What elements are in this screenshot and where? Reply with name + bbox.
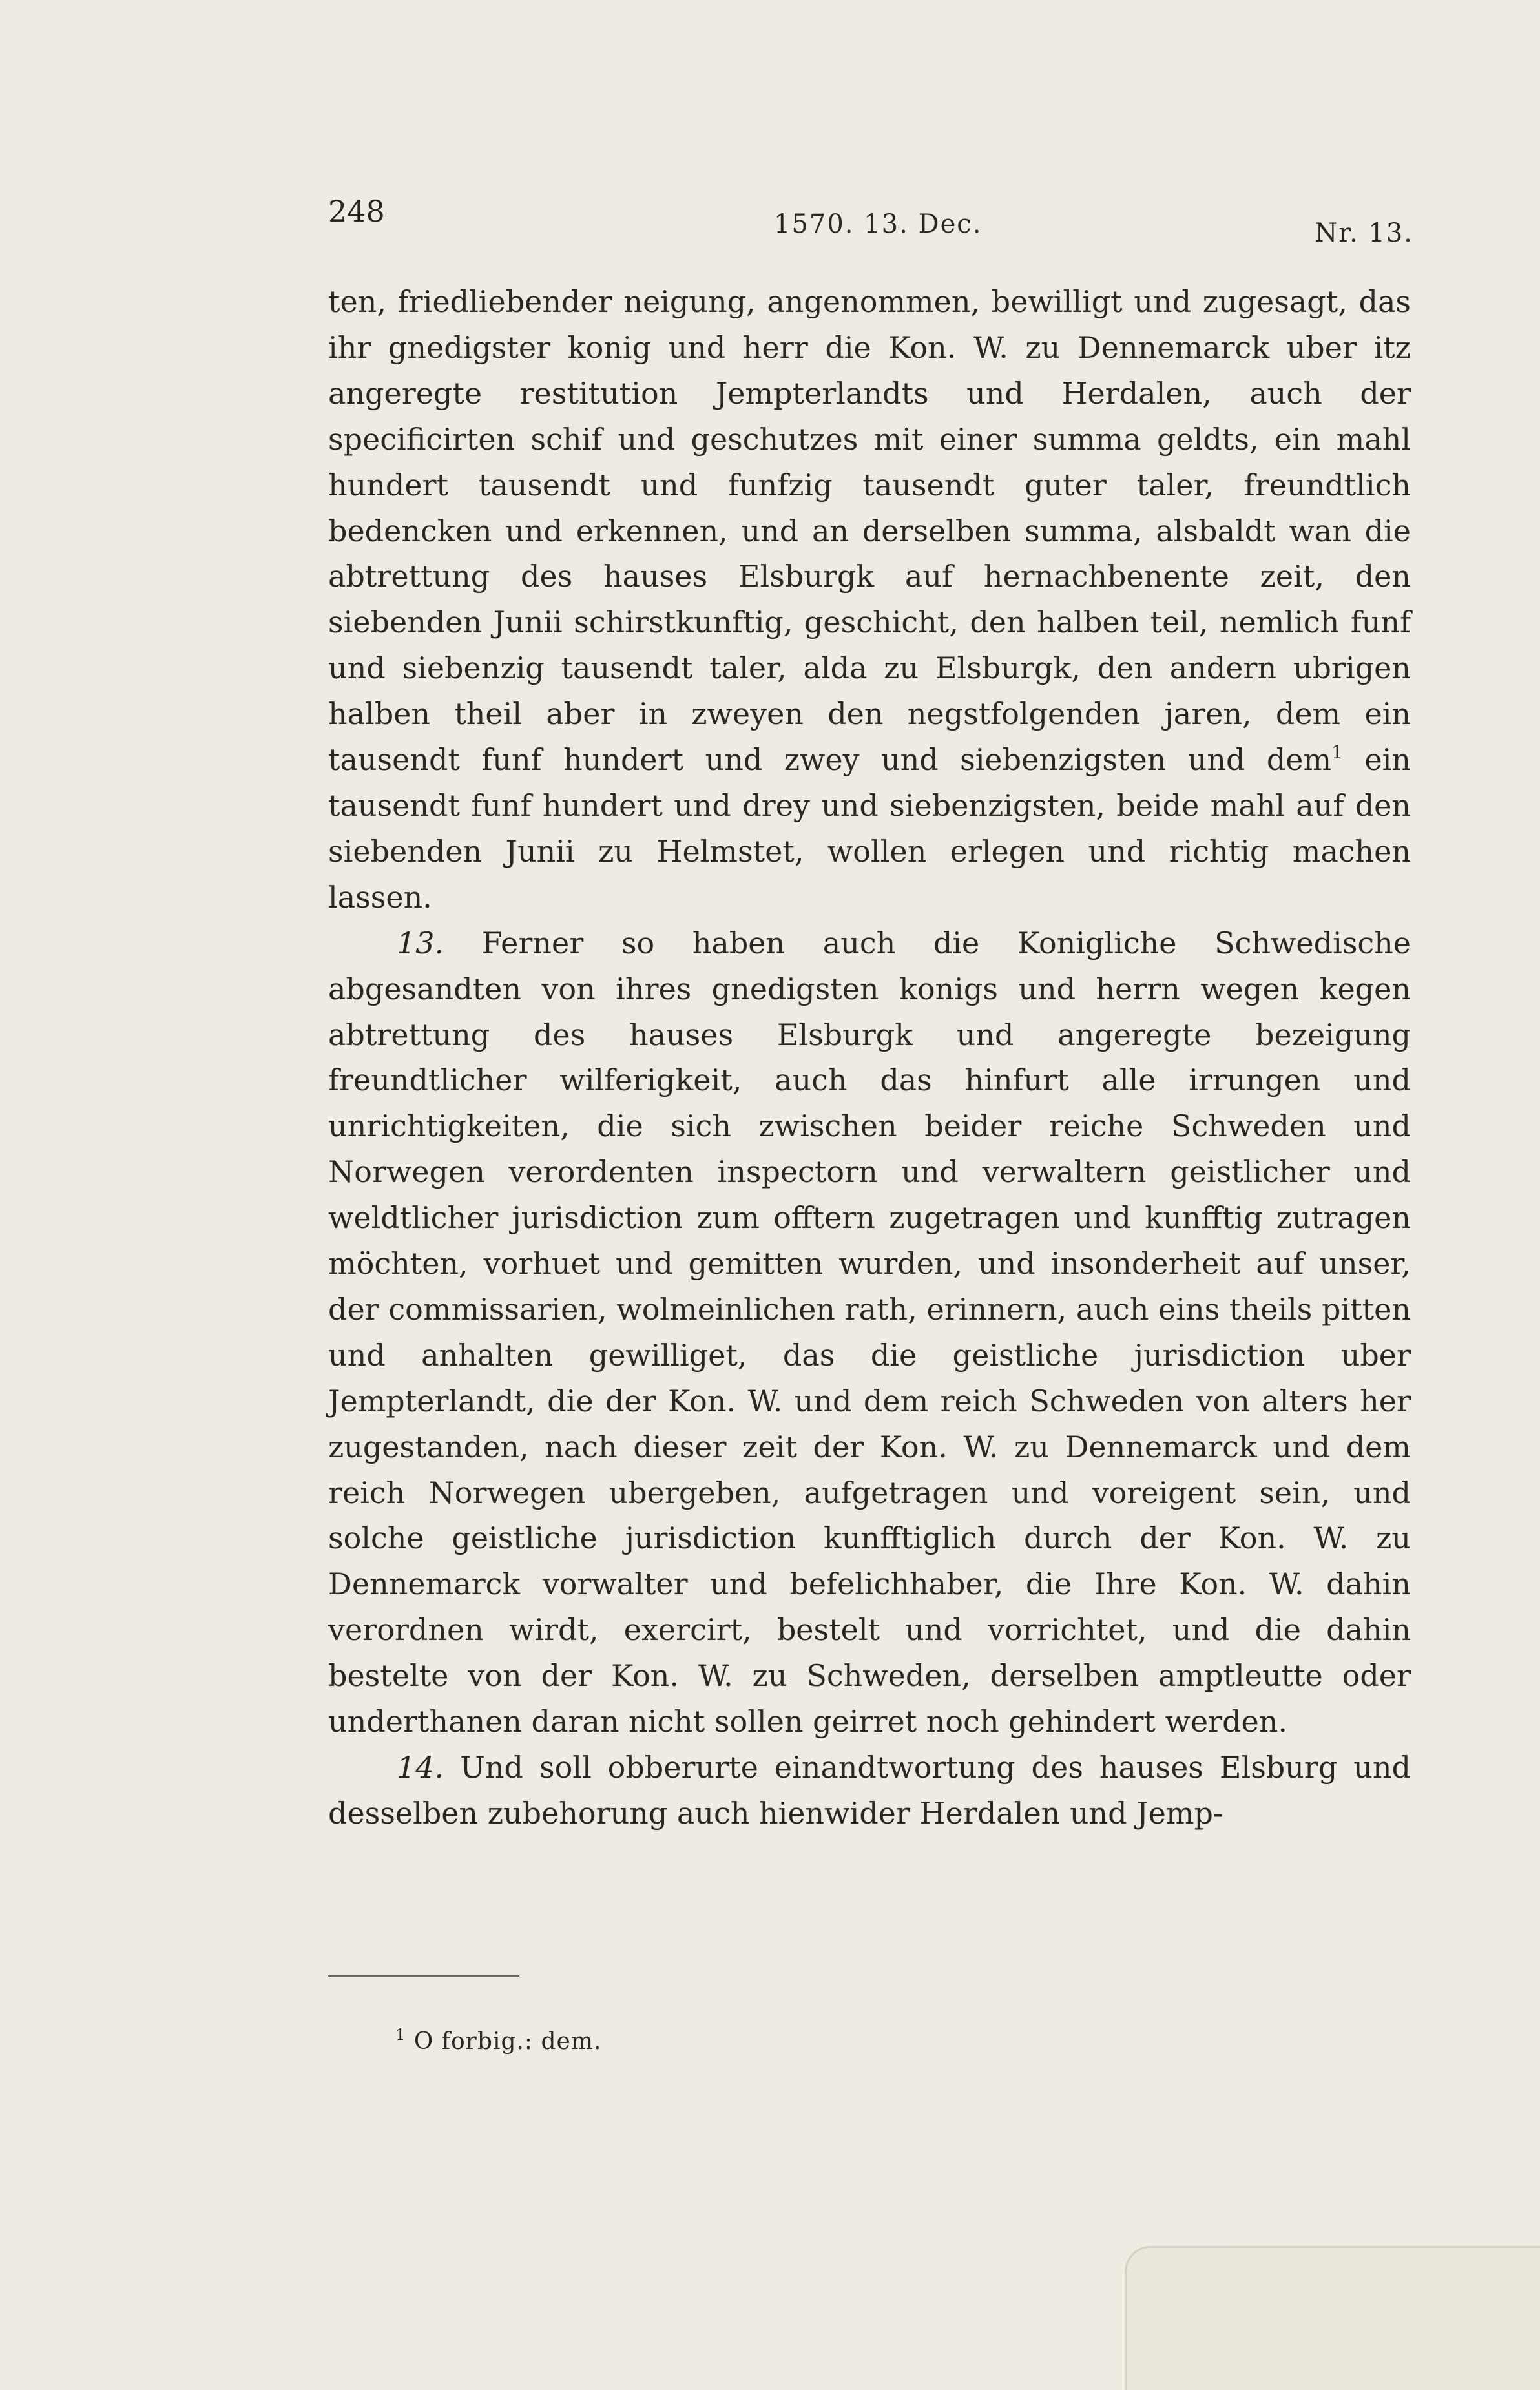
paragraph-1-text: ten, friedliebender neigung, angenommen, bewilligt und zugesagt, das ihr gnedigster konig und herr die Kon. W. zu Dennemarck uber itz angeregte restitution Jempterlandts und Herdalen, auch der specificirten schif und geschutzes mit einer summa geldts, ein mahl hundert tausendt und funfzig tausendt guter taler, freundtlich bedencken und erkennen, und an derselben summa, alsbaldt wan die abtrettung des hauses Elsburgk auf hernachbenente zeit, den siebenden Junii schirstkunftig, geschicht, den halben teil, nemlich funf und siebenzig tausendt taler, alda zu Elsburgk, den andern ubrigen halben theil aber in zweyen den negstfolgenden jaren, dem ein tausendt funf hundert und zwey und siebenzigsten und dem — [328, 284, 1411, 778]
footnote-reference: 1 — [1331, 742, 1343, 764]
section-number-14: 14. — [397, 1750, 444, 1785]
footnote-marker: 1 — [395, 2026, 406, 2044]
paragraph-1-continuation: ein tausendt funf hundert und drey und siebenzigsten, beide mahl auf den siebenden Junii zu Helmstet, wollen erlegen und richtig machen lassen. — [328, 742, 1411, 915]
paragraph-13 — [328, 920, 1411, 1745]
document-number: Nr. 13. — [1315, 218, 1413, 248]
paragraph-1 — [328, 279, 1411, 920]
paragraph-13-text: Ferner so haben auch die Konigliche Schwedische abgesandten von ihres gnedigsten konigs und herrn wegen kegen abtrettung des hauses Elsburgk und angeregte bezeigung freundtlicher wilferigkeit, auch das hinfurt alle irrungen und unrichtigkeiten, die sich zwischen beider reiche Schweden und Norwegen verordenten inspectorn und verwaltern geistlicher und weldtlicher jurisdiction zum offtern zugetragen und kunfftig zutragen möchten, vorhuet und gemitten wurden, und insonderheit auf unser, der commissarien, wolmeinlichen rath, erinnern, auch eins theils pitten und anhalten gewilliget, das die geistliche jurisdiction uber Jempterlandt, die der Kon. W. und dem reich Schweden von alters her zugestanden, nach dieser zeit der Kon. W. zu Dennemarck und dem reich Norwegen ubergeben, aufgetragen und voreigent sein, und solche geistliche jurisdiction kunfftiglich durch der Kon. W. zu Dennemarck vorwalter und befelichhaber, die Ihre Kon. W. dahin verordnen wirdt, exercirt, bestelt und vorrichtet, und die dahin bestelte von der Kon. W. zu Schweden, derselben amptleutte oder underthanen daran nicht sollen geirret noch gehindert werden. — [328, 925, 1411, 1740]
footnote-text: O forbig.: dem. — [406, 2028, 602, 2055]
paragraph-14-text: Und soll obberurte einandtwortung des hauses Elsburg und desselben zubehorung auch hienwider Herdalen und Jemp- — [328, 1750, 1411, 1831]
paragraph-14 — [328, 1745, 1411, 1836]
running-head-date: 1570. 13. Dec. — [774, 209, 983, 239]
footnote — [395, 2028, 601, 2055]
footnote-divider — [328, 1975, 519, 1977]
body-text — [328, 279, 1411, 1836]
page-corner-shadow — [1125, 2246, 1540, 2390]
section-number-13: 13. — [397, 925, 444, 961]
page-number: 248 — [328, 194, 385, 229]
page-header — [328, 194, 1413, 252]
